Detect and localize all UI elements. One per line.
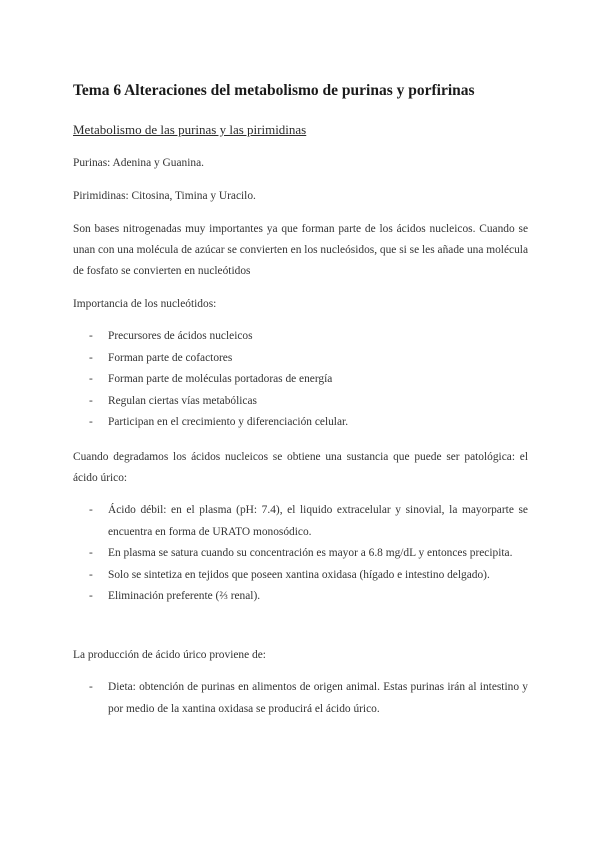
bullet-marker: - [89,416,93,428]
bullet-marker: - [89,547,93,559]
bullet-marker: - [89,504,93,516]
bullet-marker: - [89,681,93,693]
list-item: - Ácido débil: en el plasma (pH: 7.4), el liquido extracelular y sinovial, la mayorparte se encuentra en forma de URATO monosódico. [73,500,528,543]
bullet-marker: - [89,373,93,385]
importancia-list [73,326,528,434]
document-title: Tema 6 Alteraciones del metabolismo de purinas y porfirinas [73,82,475,99]
produccion-list [73,677,528,720]
importancia-heading: Importancia de los nucleótidos: [73,298,217,310]
purinas-line: Purinas: Adenina y Guanina. [73,157,204,169]
list-item: - Forman parte de moléculas portadoras de energía [73,369,528,391]
list-item: - Forman parte de cofactores [73,348,528,370]
section-heading: Metabolismo de las purinas y las pirimidinas [73,122,307,137]
produccion-heading: La producción de ácido úrico proviene de: [73,649,266,661]
bullet-marker: - [89,351,93,364]
bullet-marker: - [89,330,93,342]
bullet-marker: - [89,568,93,581]
bullet-marker: - [89,394,93,407]
bullet-marker: - [89,590,93,602]
list-item: - Precursores de ácidos nucleicos [73,326,528,348]
intro-paragraph: Son bases nitrogenadas muy importantes ya que forman parte de los ácidos nucleicos. Cuando se unan con una molécula de azúcar se convierten en los nucleósidos, que si se les añade una molécula de fosfato se convierten en nucleótidos [73,223,528,277]
list-item: - Participan en el crecimiento y diferenciación celular. [73,412,528,434]
list-item: - En plasma se satura cuando su concentración es mayor a 6.8 mg/dL y entonces precipita. [73,543,528,565]
list-item: - Eliminación preferente (⅔ renal). [73,586,528,608]
acido-urico-list [73,500,528,608]
degradacion-paragraph: Cuando degradamos los ácidos nucleicos se obtiene una sustancia que puede ser patológica: el ácido úrico: [73,451,528,484]
pirimidinas-line: Pirimidinas: Citosina, Timina y Uracilo. [73,190,256,202]
list-item: - Solo se sintetiza en tejidos que poseen xantina oxidasa (hígado e intestino delgado). [73,565,528,587]
list-item: - Regulan ciertas vías metabólicas [73,391,528,413]
list-item: - Dieta: obtención de purinas en alimentos de origen animal. Estas purinas irán al intestino y por medio de la xantina oxidasa se producirá el ácido úrico. [73,677,528,720]
